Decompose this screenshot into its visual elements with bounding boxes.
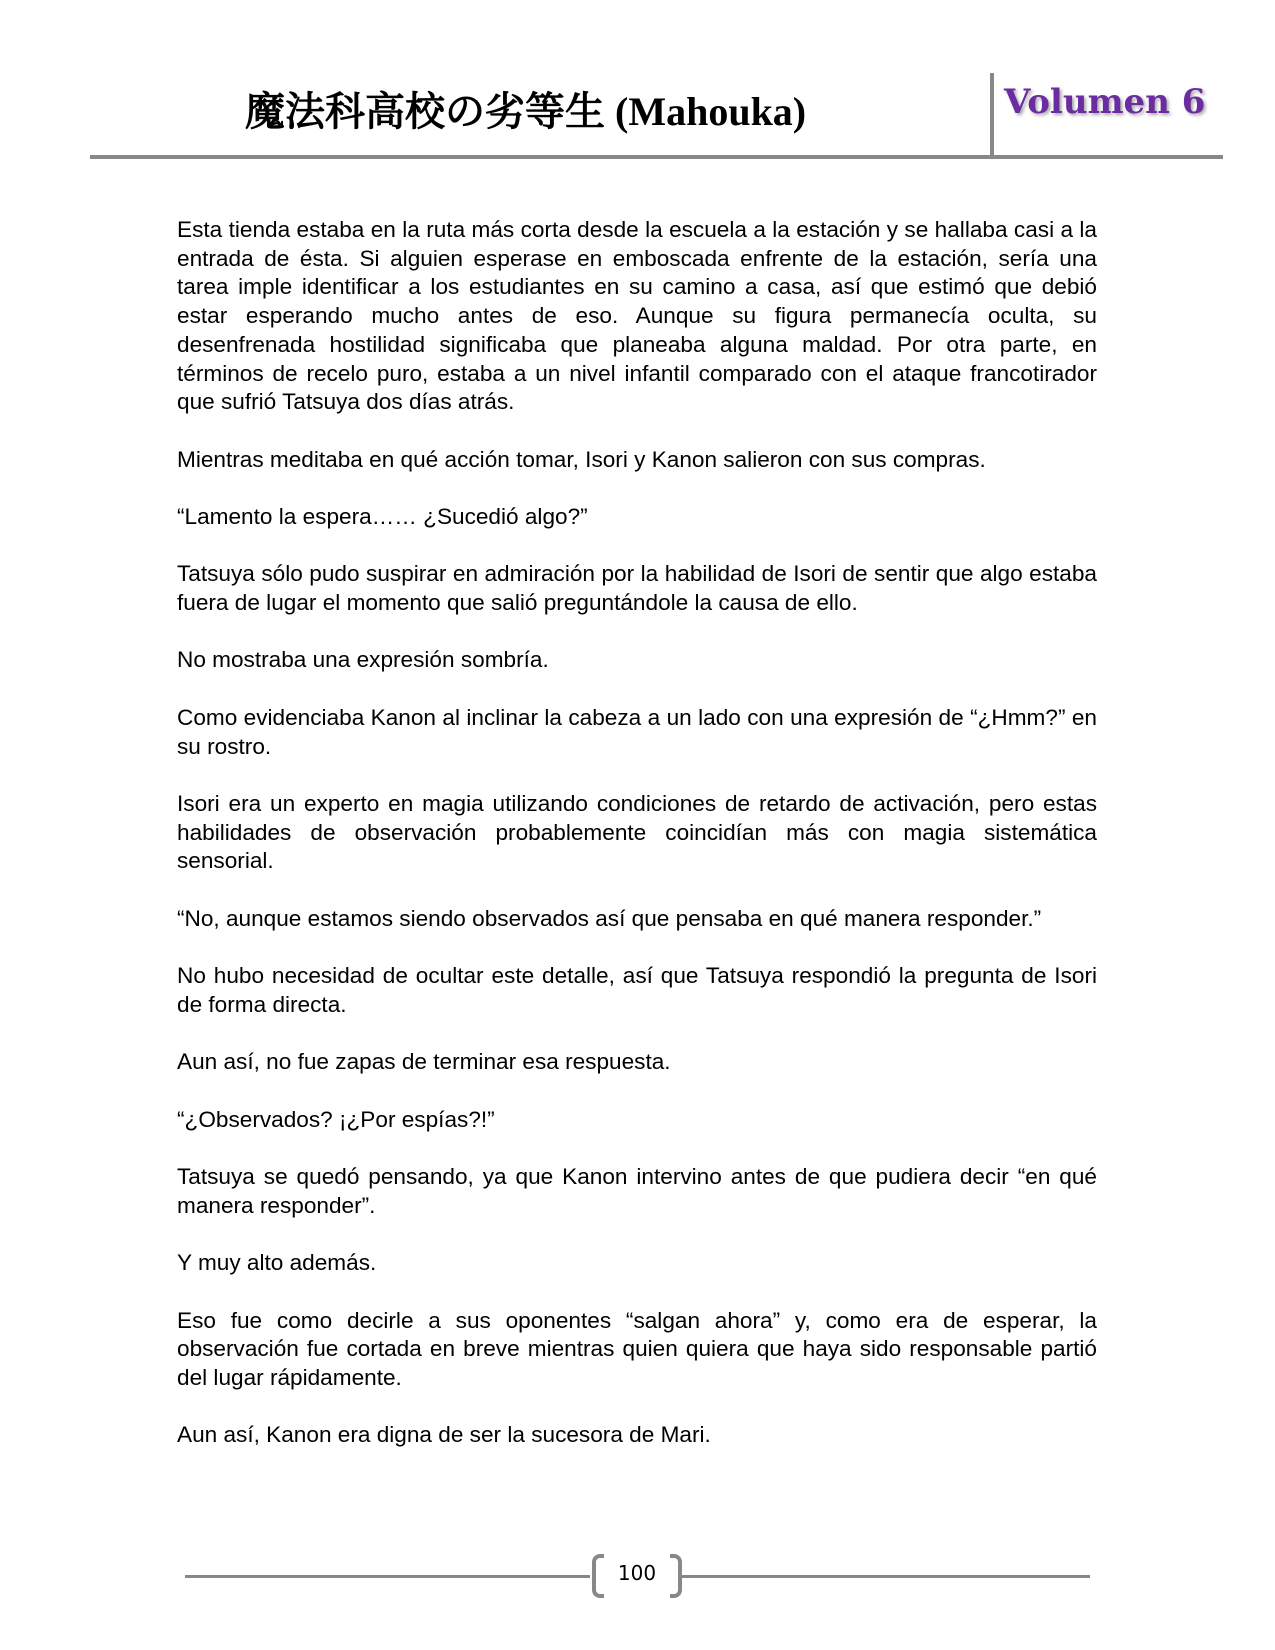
paragraph: “¿Observados? ¡¿Por espías?!” <box>177 1106 495 1132</box>
page-number: 100 <box>617 1561 657 1585</box>
paragraph: Mientras meditaba en qué acción tomar, Isori y Kanon salieron con sus compras. <box>177 446 986 472</box>
footer-rule-left <box>185 1575 590 1578</box>
paragraph: Aun así, no fue zapas de terminar esa respuesta. <box>177 1049 671 1075</box>
paragraph: “No, aunque estamos siendo observados así que pensaba en qué manera responder.” <box>177 905 1042 931</box>
paragraph: Y muy alto además. <box>177 1250 377 1276</box>
paragraph: Eso fue como decirle a sus oponentes “salgan ahora” y, como era de esperar, la observación fue cortada en breve mientras quien quiera que haya sido responsable partió del lugar rápidamente. <box>177 1307 1097 1390</box>
paragraph: No hubo necesidad de ocultar este detalle, así que Tatsuya respondió la pregunta de Isori de forma directa. <box>177 963 1097 1017</box>
paragraph: Como evidenciaba Kanon al inclinar la cabeza a un lado con una expresión de “¿Hmm?” en su rostro. <box>177 704 1097 759</box>
paragraph: Esta tienda estaba en la ruta más corta desde la escuela a la estación y se hallaba casi a la entrada de ésta. Si alguien esperase en emboscada enfrente de la estación, sería una tarea imple identificar a los estudiantes en su camino a casa, así que estimó que debió estar esperando mucho antes de eso. Aunque su figura permanecía oculta, su desenfrenada hostilidad significaba que planeaba alguna maldad. Por otra parte, en términos de recelo puro, estaba a un nivel infantil comparado con el ataque francotirador que sufrió Tatsuya dos días atrás. <box>177 217 1097 415</box>
left-bracket-icon <box>592 1554 604 1598</box>
paragraph: No mostraba una expresión sombría. <box>177 647 549 673</box>
paragraph: Tatsuya sólo pudo suspirar en admiración por la habilidad de Isori de sentir que algo estaba fuera de lugar el momento que salió preguntándole la causa de ello. <box>177 561 1097 616</box>
paragraph: Tatsuya se quedó pensando, ya que Kanon intervino antes de que pudiera decir “en qué manera responder”. <box>177 1164 1097 1218</box>
paragraph: Isori era un experto en magia utilizando condiciones de retardo de activación, pero estas habilidades de observación probablemente coincidían más con magia sistemática sensorial. <box>177 790 1097 874</box>
footer-rule-right <box>682 1575 1090 1578</box>
volume-label: Volumen 6 <box>1004 82 1206 122</box>
page-body <box>177 216 1097 1479</box>
book-title: 魔法科高校の劣等生 (Mahouka) <box>245 89 807 134</box>
header-rule <box>90 155 1223 159</box>
right-bracket-icon <box>670 1554 682 1598</box>
header-divider <box>990 73 994 159</box>
paragraph: Aun así, Kanon era digna de ser la sucesora de Mari. <box>177 1422 711 1448</box>
paragraph: “Lamento la espera…… ¿Sucedió algo?” <box>177 504 588 529</box>
